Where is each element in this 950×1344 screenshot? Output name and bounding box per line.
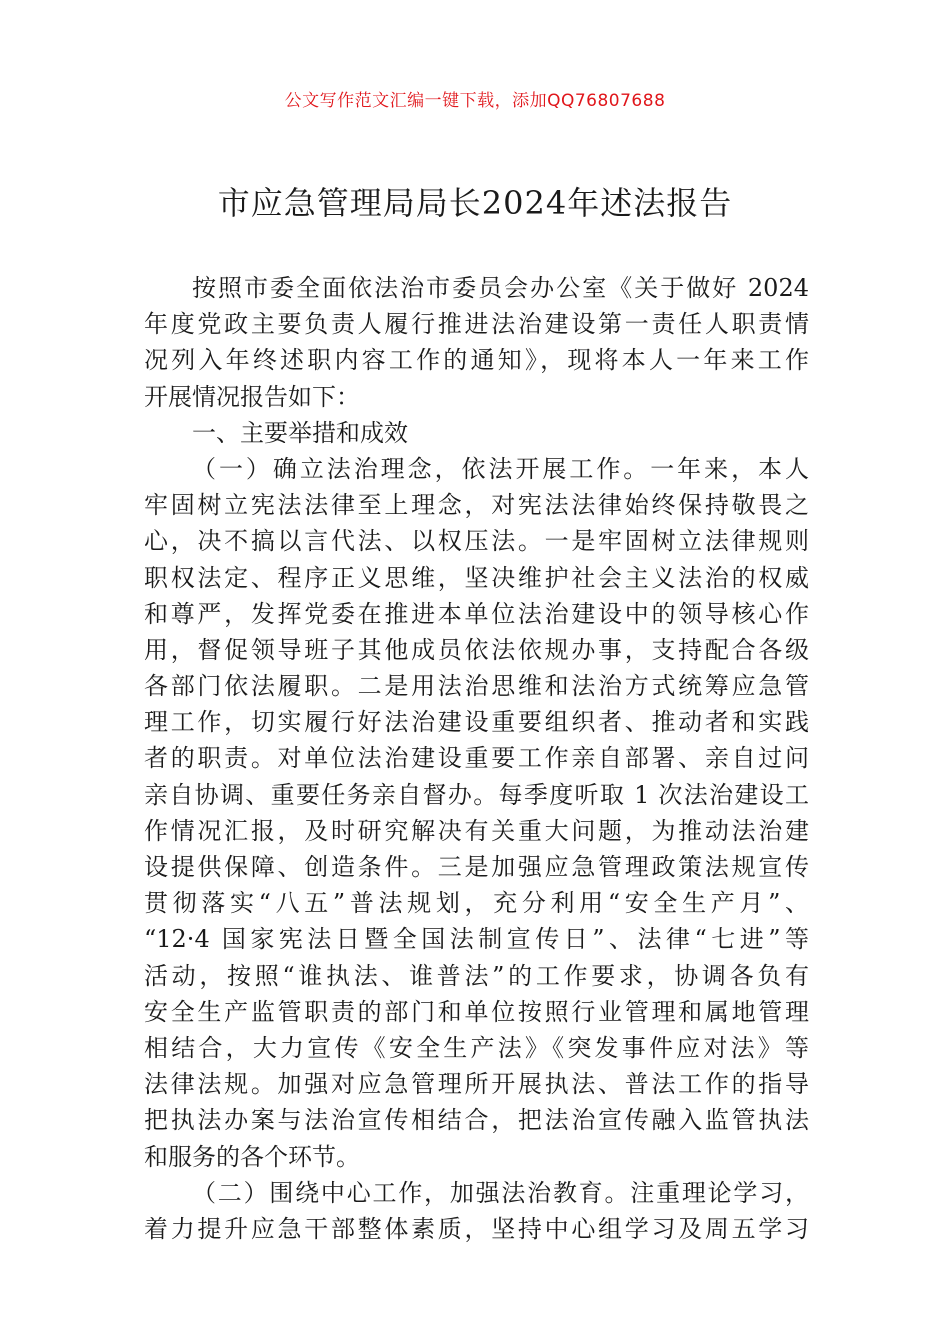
body-line: 心，决不搞以言代法、以权压法。一是牢固树立法律规则 (144, 527, 809, 556)
header-ad-text: 公文写作范文汇编一键下载，添加QQ76807688 (284, 91, 666, 111)
body-line: 用，督促领导班子其他成员依法依规办事，支持配合各级 (144, 635, 809, 664)
document-body (144, 270, 809, 1247)
body-line: 和服务的各个环节。 (144, 1142, 360, 1171)
body-line: 着力提升应急干部整体素质，坚持中心组学习及周五学习 (144, 1214, 809, 1243)
body-line: 职权法定、程序正义思维，坚决维护社会主义法治的权威 (144, 563, 809, 592)
body-line: （二）围绕中心工作，加强法治教育。注重理论学习， (192, 1178, 809, 1207)
body-line: 理工作，切实履行好法治建设重要组织者、推动者和实践 (144, 708, 809, 737)
body-line: 活动，按照“谁执法、谁普法”的工作要求，协调各负有 (144, 961, 809, 990)
body-line: 牢固树立宪法法律至上理念，对宪法法律始终保持敬畏之 (144, 491, 809, 520)
body-line: 相结合，大力宣传《安全生产法》《突发事件应对法》等 (144, 1033, 809, 1062)
body-line: 年度党政主要负责人履行推进法治建设第一责任人职责情 (144, 310, 809, 339)
body-line: （一）确立法治理念，依法开展工作。一年来，本人 (192, 454, 809, 483)
body-line: 者的职责。对单位法治建设重要工作亲自部署、亲自过问 (144, 744, 809, 773)
body-line: 把执法办案与法治宣传相结合，把法治宣传融入监管执法 (144, 1106, 809, 1135)
body-line: 按照市委全面依法治市委员会办公室《关于做好 2024 (192, 274, 809, 302)
body-line: 和尊严，发挥党委在推进本单位法治建设中的领导核心作 (144, 599, 809, 628)
body-line: 贯彻落实“八五”普法规划，充分利用“安全生产月”、 (144, 889, 809, 918)
body-line: 况列入年终述职内容工作的通知》，现将本人一年来工作 (144, 346, 809, 375)
body-line: 亲自协调、重要任务亲自督办。每季度听取 1 次法治建设工 (144, 780, 809, 809)
body-line: 法律法规。加强对应急管理所开展执法、普法工作的指导 (144, 1070, 809, 1099)
body-line: 安全生产监管职责的部门和单位按照行业管理和属地管理 (144, 997, 809, 1026)
body-line: 作情况汇报，及时研究解决有关重大问题，为推动法治建 (144, 816, 809, 845)
body-line: 设提供保障、创造条件。三是加强应急管理政策法规宣传 (144, 853, 809, 881)
body-line: 各部门依法履职。二是用法治思维和法治方式统筹应急管 (144, 672, 809, 701)
body-line: 一、主要举措和成效 (192, 418, 408, 447)
body-line: “12·4 国家宪法日暨全国法制宣传日”、法律“七进”等 (144, 925, 809, 954)
body-line: 开展情况报告如下： (144, 382, 360, 411)
document-title: 市应急管理局局长2024年述法报告 (217, 184, 733, 222)
